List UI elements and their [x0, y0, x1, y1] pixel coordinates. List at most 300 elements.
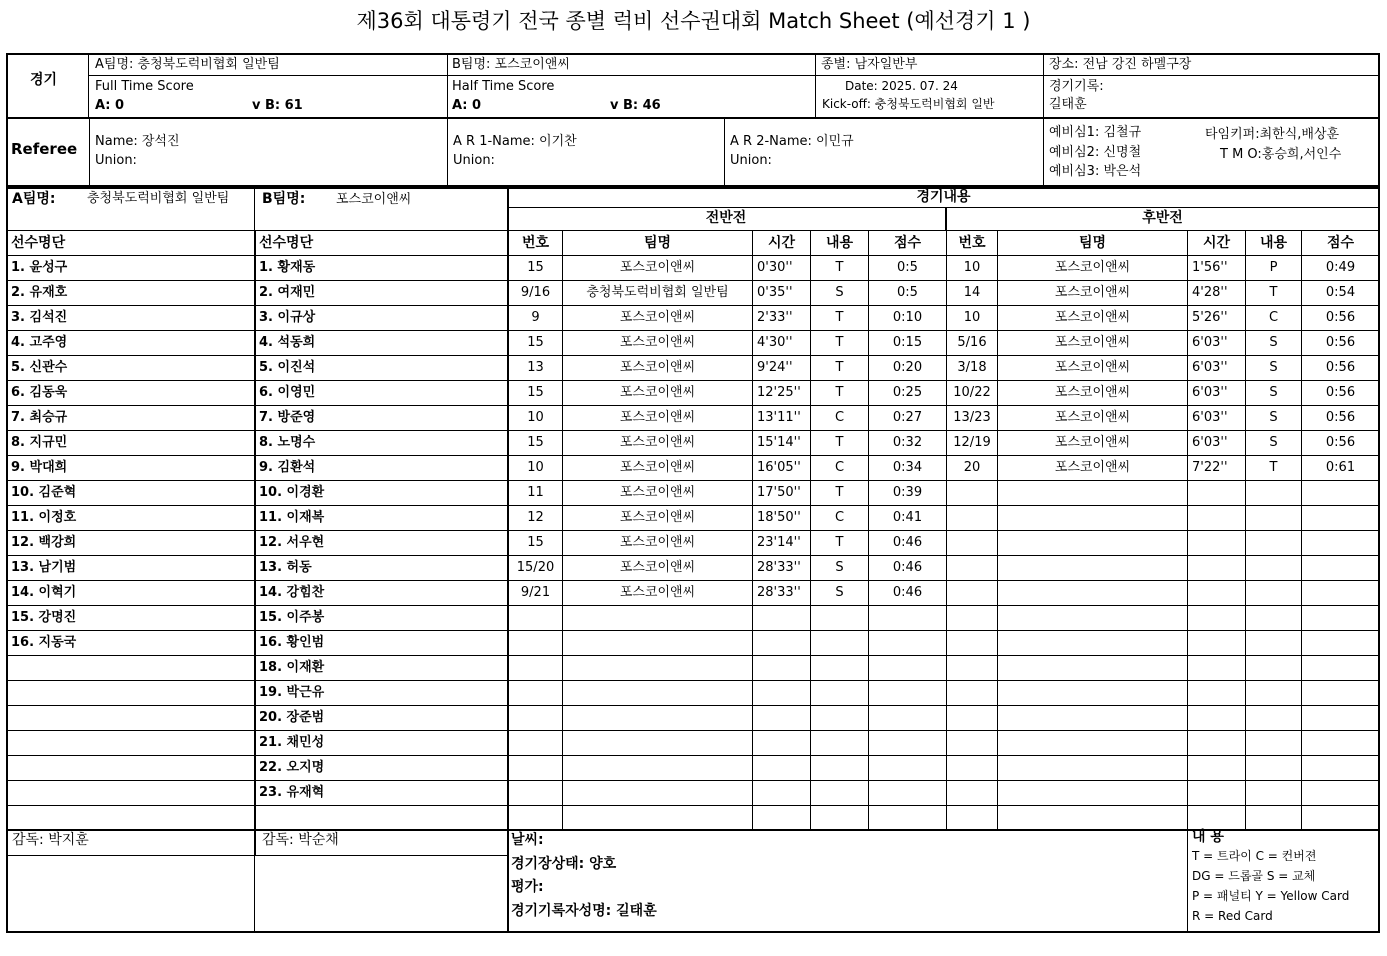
player-name: 2. 여재민 — [256, 281, 508, 306]
roster-header: 선수명단 — [256, 231, 508, 256]
jersey-number-cell: 10 — [509, 456, 563, 481]
event-type-cell: S — [811, 556, 869, 581]
half-time-b: v B: 46 — [610, 98, 661, 113]
player-name: 15. 이주봉 — [256, 606, 508, 631]
second-half-header: 후반전 — [1142, 210, 1183, 226]
column-header-team-name: 팀명 — [563, 231, 753, 256]
jersey-number-cell: 15 — [509, 531, 563, 556]
score-cell — [869, 706, 947, 731]
team-name-cell: 포스코이앤씨 — [998, 256, 1188, 281]
score-cell: 0:10 — [869, 306, 947, 331]
footer-divider-3 — [1187, 829, 1188, 933]
table-row — [509, 731, 947, 756]
jersey-number-cell — [947, 606, 998, 631]
player-name — [8, 656, 255, 681]
team-name-cell: 포스코이앤씨 — [563, 306, 753, 331]
jersey-number-cell: 15 — [509, 381, 563, 406]
score-cell: 0:46 — [869, 556, 947, 581]
event-type-cell — [1246, 556, 1302, 581]
player-name: 8. 노명수 — [256, 431, 508, 456]
table-row — [947, 481, 1380, 506]
kickoff: Kick-off: 충청북도럭비협회 일반 — [822, 97, 995, 111]
player-name: 12. 백강희 — [8, 531, 255, 556]
table-row — [8, 806, 255, 831]
player-name: 12. 서우현 — [256, 531, 508, 556]
team-name-cell — [998, 631, 1188, 656]
footer-section — [6, 829, 1380, 933]
table-row — [509, 756, 947, 781]
score-cell: 0:41 — [869, 506, 947, 531]
legend-line-3: P = 패널티 Y = Yellow Card — [1192, 889, 1350, 903]
sheet-title: 제36회 대통령기 전국 종별 럭비 선수권대회 Match Sheet (예선경기 1 ) — [356, 9, 1031, 33]
team-name-cell: 포스코이앤씨 — [998, 331, 1188, 356]
table-row — [509, 581, 947, 606]
referee-label: Referee — [11, 140, 78, 158]
table-row — [947, 656, 1380, 681]
jersey-number-cell: 13/23 — [947, 406, 998, 431]
jersey-number-cell: 20 — [947, 456, 998, 481]
time-cell: 0'35'' — [753, 281, 811, 306]
table-row — [8, 606, 255, 631]
jersey-number-cell: 15/20 — [509, 556, 563, 581]
table-row — [509, 381, 947, 406]
team-name-cell: 포스코이앤씨 — [563, 406, 753, 431]
column-header-time: 시간 — [1188, 231, 1246, 256]
event-type-cell: T — [1246, 456, 1302, 481]
jersey-number-cell — [947, 681, 998, 706]
event-type-cell — [811, 606, 869, 631]
full-time-a: A: 0 — [95, 98, 125, 113]
table-row — [256, 706, 508, 731]
score-cell: 0:61 — [1302, 456, 1380, 481]
table-row — [256, 781, 508, 806]
table-row — [947, 456, 1380, 481]
score-cell: 0:27 — [869, 406, 947, 431]
table-row — [256, 281, 508, 306]
column-header-score: 점수 — [1302, 231, 1380, 256]
jersey-number-cell: 15 — [509, 431, 563, 456]
table-row — [509, 506, 947, 531]
score-cell — [869, 606, 947, 631]
event-type-cell: P — [1246, 256, 1302, 281]
table-row — [947, 606, 1380, 631]
timekeeper: 타임키퍼:최한식,배상훈 — [1205, 127, 1340, 142]
table-row — [509, 531, 947, 556]
jersey-number-cell — [947, 631, 998, 656]
event-type-cell — [811, 756, 869, 781]
table-row — [947, 506, 1380, 531]
table-row — [256, 406, 508, 431]
table-row — [8, 381, 255, 406]
event-type-cell: S — [1246, 356, 1302, 381]
score-cell — [869, 656, 947, 681]
table-row — [947, 631, 1380, 656]
team-name-cell — [998, 481, 1188, 506]
referee-union: Union: — [95, 153, 137, 168]
recorder-label: 경기기록: — [1049, 79, 1104, 94]
score-cell: 0:56 — [1302, 306, 1380, 331]
legend-title: 내 용 — [1192, 829, 1224, 845]
event-type-cell — [811, 631, 869, 656]
time-cell: 0'30'' — [753, 256, 811, 281]
table-row — [8, 356, 255, 381]
jersey-number-cell — [947, 531, 998, 556]
table-row — [509, 281, 947, 306]
time-cell — [753, 706, 811, 731]
division: 종별: 남자일반부 — [821, 57, 918, 72]
table-row — [256, 331, 508, 356]
event-type-cell: S — [1246, 381, 1302, 406]
score-cell: 0:49 — [1302, 256, 1380, 281]
jersey-number-cell: 14 — [947, 281, 998, 306]
coach-a: 감독: 박지훈 — [12, 832, 89, 848]
time-cell — [1188, 556, 1246, 581]
time-cell — [1188, 681, 1246, 706]
jersey-number-cell — [947, 481, 998, 506]
table-row — [256, 381, 508, 406]
team-name-cell: 포스코이앤씨 — [998, 306, 1188, 331]
player-name: 10. 김준혁 — [8, 481, 255, 506]
player-name: 14. 이혁기 — [8, 581, 255, 606]
table-row — [256, 581, 508, 606]
player-name — [8, 706, 255, 731]
time-cell: 9'24'' — [753, 356, 811, 381]
player-name: 19. 박근유 — [256, 681, 508, 706]
jersey-number-cell — [947, 731, 998, 756]
column-header-jersey-number: 번호 — [947, 231, 998, 256]
table-row — [256, 256, 508, 281]
half-time-label: Half Time Score — [452, 79, 555, 94]
table-row — [256, 556, 508, 581]
time-cell: 16'05'' — [753, 456, 811, 481]
half-time-a: A: 0 — [452, 98, 482, 113]
jersey-number-cell: 10/22 — [947, 381, 998, 406]
team-name-cell: 포스코이앤씨 — [998, 431, 1188, 456]
team-name-cell: 포스코이앤씨 — [998, 456, 1188, 481]
team-name-cell: 포스코이앤씨 — [563, 256, 753, 281]
team-name-cell: 포스코이앤씨 — [563, 531, 753, 556]
event-type-cell — [811, 781, 869, 806]
player-name: 2. 유재호 — [8, 281, 255, 306]
table-row — [8, 481, 255, 506]
weather: 날씨: — [511, 832, 544, 848]
time-cell: 18'50'' — [753, 506, 811, 531]
team-name-cell: 포스코이앤씨 — [563, 381, 753, 406]
score-cell: 0:56 — [1302, 331, 1380, 356]
jersey-number-cell — [509, 606, 563, 631]
roster-a-label: A팀명: — [12, 191, 56, 207]
table-row — [947, 281, 1380, 306]
event-type-cell — [1246, 531, 1302, 556]
table-row — [509, 781, 947, 806]
score-cell — [1302, 606, 1380, 631]
table-row — [947, 581, 1380, 606]
team-name-cell — [563, 806, 753, 831]
table-row — [947, 556, 1380, 581]
team-name-cell — [563, 756, 753, 781]
second-half-table — [946, 230, 1380, 831]
footer-divider-1 — [254, 829, 255, 933]
game-label: 경기 — [30, 72, 58, 88]
team-a-name: A팀명: 충청북도럭비협회 일반팀 — [95, 57, 280, 72]
evaluation: 평가: — [511, 879, 544, 895]
team-name-cell — [563, 681, 753, 706]
column-header-jersey-number: 번호 — [509, 231, 563, 256]
time-cell: 6'03'' — [1188, 331, 1246, 356]
score-cell — [1302, 531, 1380, 556]
player-name — [8, 806, 255, 831]
roster-a-team: 충청북도럭비협회 일반팀 — [87, 191, 230, 206]
event-type-cell: C — [811, 456, 869, 481]
time-cell — [753, 806, 811, 831]
roster-a-table — [7, 230, 255, 856]
match-header-row — [509, 231, 947, 256]
table-row — [8, 331, 255, 356]
team-name-cell: 충청북도럭비협회 일반팀 — [563, 281, 753, 306]
score-cell — [1302, 506, 1380, 531]
ar1-union: Union: — [453, 153, 495, 168]
event-type-cell — [1246, 756, 1302, 781]
score-cell: 0:56 — [1302, 431, 1380, 456]
team-name-cell — [998, 756, 1188, 781]
table-row — [947, 531, 1380, 556]
score-cell: 0:46 — [869, 581, 947, 606]
event-type-cell: T — [811, 331, 869, 356]
table-row — [256, 656, 508, 681]
table-row — [256, 756, 508, 781]
table-row — [8, 281, 255, 306]
event-type-cell: T — [811, 531, 869, 556]
player-name: 3. 김석진 — [8, 306, 255, 331]
team-b-name: B팀명: 포스코이앤씨 — [452, 57, 570, 72]
time-cell — [1188, 706, 1246, 731]
player-name: 16. 황인범 — [256, 631, 508, 656]
event-type-cell — [1246, 806, 1302, 831]
match-header-row — [947, 231, 1380, 256]
jersey-number-cell — [509, 731, 563, 756]
event-type-cell: T — [811, 256, 869, 281]
table-row — [947, 681, 1380, 706]
score-cell — [869, 681, 947, 706]
time-cell: 4'28'' — [1188, 281, 1246, 306]
team-name-cell: 포스코이앤씨 — [563, 556, 753, 581]
info-row-divider — [89, 75, 1380, 76]
time-cell: 6'03'' — [1188, 431, 1246, 456]
table-row — [256, 456, 508, 481]
event-type-cell: T — [811, 481, 869, 506]
ref-col-divider-4 — [1043, 117, 1044, 187]
team-name-cell — [998, 581, 1188, 606]
player-name: 4. 고주영 — [8, 331, 255, 356]
column-header-score: 점수 — [869, 231, 947, 256]
score-cell — [1302, 681, 1380, 706]
team-name-cell — [563, 656, 753, 681]
score-cell: 0:32 — [869, 431, 947, 456]
table-row — [256, 431, 508, 456]
table-row — [947, 256, 1380, 281]
event-type-cell: C — [1246, 306, 1302, 331]
time-cell: 6'03'' — [1188, 356, 1246, 381]
table-row — [256, 806, 508, 831]
jersey-number-cell — [509, 781, 563, 806]
player-name: 15. 강명진 — [8, 606, 255, 631]
player-name — [8, 781, 255, 806]
table-row — [8, 731, 255, 756]
player-name — [256, 806, 508, 831]
player-name: 13. 남기범 — [8, 556, 255, 581]
time-cell — [1188, 781, 1246, 806]
table-row — [8, 406, 255, 431]
jersey-number-cell — [947, 806, 998, 831]
full-time-label: Full Time Score — [95, 79, 194, 94]
jersey-number-cell — [509, 681, 563, 706]
player-name: 13. 허동 — [256, 556, 508, 581]
time-cell: 28'33'' — [753, 581, 811, 606]
score-cell — [1302, 756, 1380, 781]
event-type-cell — [1246, 731, 1302, 756]
time-cell: 13'11'' — [753, 406, 811, 431]
player-name: 1. 황재동 — [256, 256, 508, 281]
table-row — [256, 681, 508, 706]
column-header-team-name: 팀명 — [998, 231, 1188, 256]
time-cell: 15'14'' — [753, 431, 811, 456]
time-cell — [753, 756, 811, 781]
time-cell — [753, 781, 811, 806]
score-cell: 0:56 — [1302, 406, 1380, 431]
score-cell: 0:25 — [869, 381, 947, 406]
player-name: 5. 신관수 — [8, 356, 255, 381]
event-type-cell: S — [1246, 406, 1302, 431]
jersey-number-cell: 15 — [509, 331, 563, 356]
time-cell: 12'25'' — [753, 381, 811, 406]
player-name: 22. 오지명 — [256, 756, 508, 781]
time-cell — [1188, 531, 1246, 556]
time-cell — [1188, 656, 1246, 681]
table-row — [8, 706, 255, 731]
event-type-cell: C — [811, 506, 869, 531]
player-name: 6. 이영민 — [256, 381, 508, 406]
jersey-number-cell: 12/19 — [947, 431, 998, 456]
player-name: 4. 석동희 — [256, 331, 508, 356]
event-type-cell: S — [811, 581, 869, 606]
score-cell — [1302, 581, 1380, 606]
info-col-divider-1 — [447, 53, 448, 119]
player-name: 9. 박대희 — [8, 456, 255, 481]
table-row — [947, 806, 1380, 831]
player-name — [8, 756, 255, 781]
team-name-cell — [998, 506, 1188, 531]
table-row — [509, 431, 947, 456]
player-name: 9. 김환석 — [256, 456, 508, 481]
jersey-number-cell — [947, 556, 998, 581]
reserve-referee-3: 예비심3: 박은석 — [1049, 164, 1142, 179]
team-name-cell — [998, 531, 1188, 556]
jersey-number-cell: 9/21 — [509, 581, 563, 606]
ref-col-divider-3 — [724, 117, 725, 187]
event-type-cell: T — [811, 381, 869, 406]
table-row — [256, 631, 508, 656]
first-half-header: 전반전 — [705, 210, 747, 226]
legend-line-4: R = Red Card — [1192, 909, 1273, 923]
jersey-number-cell: 9 — [509, 306, 563, 331]
player-name: 16. 지동국 — [8, 631, 255, 656]
table-row — [8, 631, 255, 656]
venue: 장소: 전남 강진 하멜구장 — [1049, 57, 1192, 72]
time-cell — [753, 681, 811, 706]
time-cell: 5'26'' — [1188, 306, 1246, 331]
ref-col-divider-1 — [89, 117, 90, 187]
match-header-divider — [507, 207, 1380, 208]
column-header-event-type: 내용 — [1246, 231, 1302, 256]
jersey-number-cell: 15 — [509, 256, 563, 281]
table-row — [8, 781, 255, 806]
time-cell: 7'22'' — [1188, 456, 1246, 481]
tmo: T M O:홍승희,서인수 — [1220, 147, 1342, 162]
jersey-number-cell — [947, 656, 998, 681]
legend-line-1: T = 트라이 C = 컨버젼 — [1192, 849, 1317, 863]
team-name-cell — [998, 681, 1188, 706]
table-row — [947, 306, 1380, 331]
score-cell — [1302, 631, 1380, 656]
table-row — [947, 356, 1380, 381]
table-row — [256, 731, 508, 756]
player-name — [8, 731, 255, 756]
table-row — [256, 506, 508, 531]
first-half-table — [508, 230, 947, 831]
jersey-number-cell — [947, 706, 998, 731]
score-cell — [869, 756, 947, 781]
time-cell — [1188, 806, 1246, 831]
time-cell: 4'30'' — [753, 331, 811, 356]
score-cell: 0:56 — [1302, 381, 1380, 406]
event-type-cell: S — [1246, 331, 1302, 356]
referee-section — [6, 117, 1380, 187]
event-type-cell — [1246, 656, 1302, 681]
player-name: 21. 채민성 — [256, 731, 508, 756]
roster-header-row — [8, 231, 255, 256]
table-row — [8, 456, 255, 481]
table-row — [509, 631, 947, 656]
team-name-cell: 포스코이앤씨 — [563, 506, 753, 531]
roster-b-team: 포스코이앤씨 — [336, 192, 412, 207]
event-type-cell — [811, 681, 869, 706]
table-row — [509, 356, 947, 381]
table-row — [509, 256, 947, 281]
score-cell — [869, 781, 947, 806]
team-name-cell: 포스코이앤씨 — [563, 581, 753, 606]
score-cell — [869, 806, 947, 831]
time-cell — [1188, 481, 1246, 506]
jersey-number-cell — [947, 506, 998, 531]
table-row — [509, 606, 947, 631]
player-name: 7. 방준영 — [256, 406, 508, 431]
event-type-cell — [1246, 631, 1302, 656]
time-cell — [753, 656, 811, 681]
team-name-cell: 포스코이앤씨 — [998, 356, 1188, 381]
jersey-number-cell — [509, 631, 563, 656]
time-cell — [753, 606, 811, 631]
team-name-cell — [998, 656, 1188, 681]
table-row — [509, 481, 947, 506]
table-row — [509, 706, 947, 731]
roster-b-label: B팀명: — [262, 191, 306, 207]
info-col-divider-3 — [1043, 53, 1044, 119]
time-cell — [753, 731, 811, 756]
time-cell: 6'03'' — [1188, 381, 1246, 406]
table-row — [256, 481, 508, 506]
player-name: 14. 강힘찬 — [256, 581, 508, 606]
score-cell: 0:5 — [869, 281, 947, 306]
